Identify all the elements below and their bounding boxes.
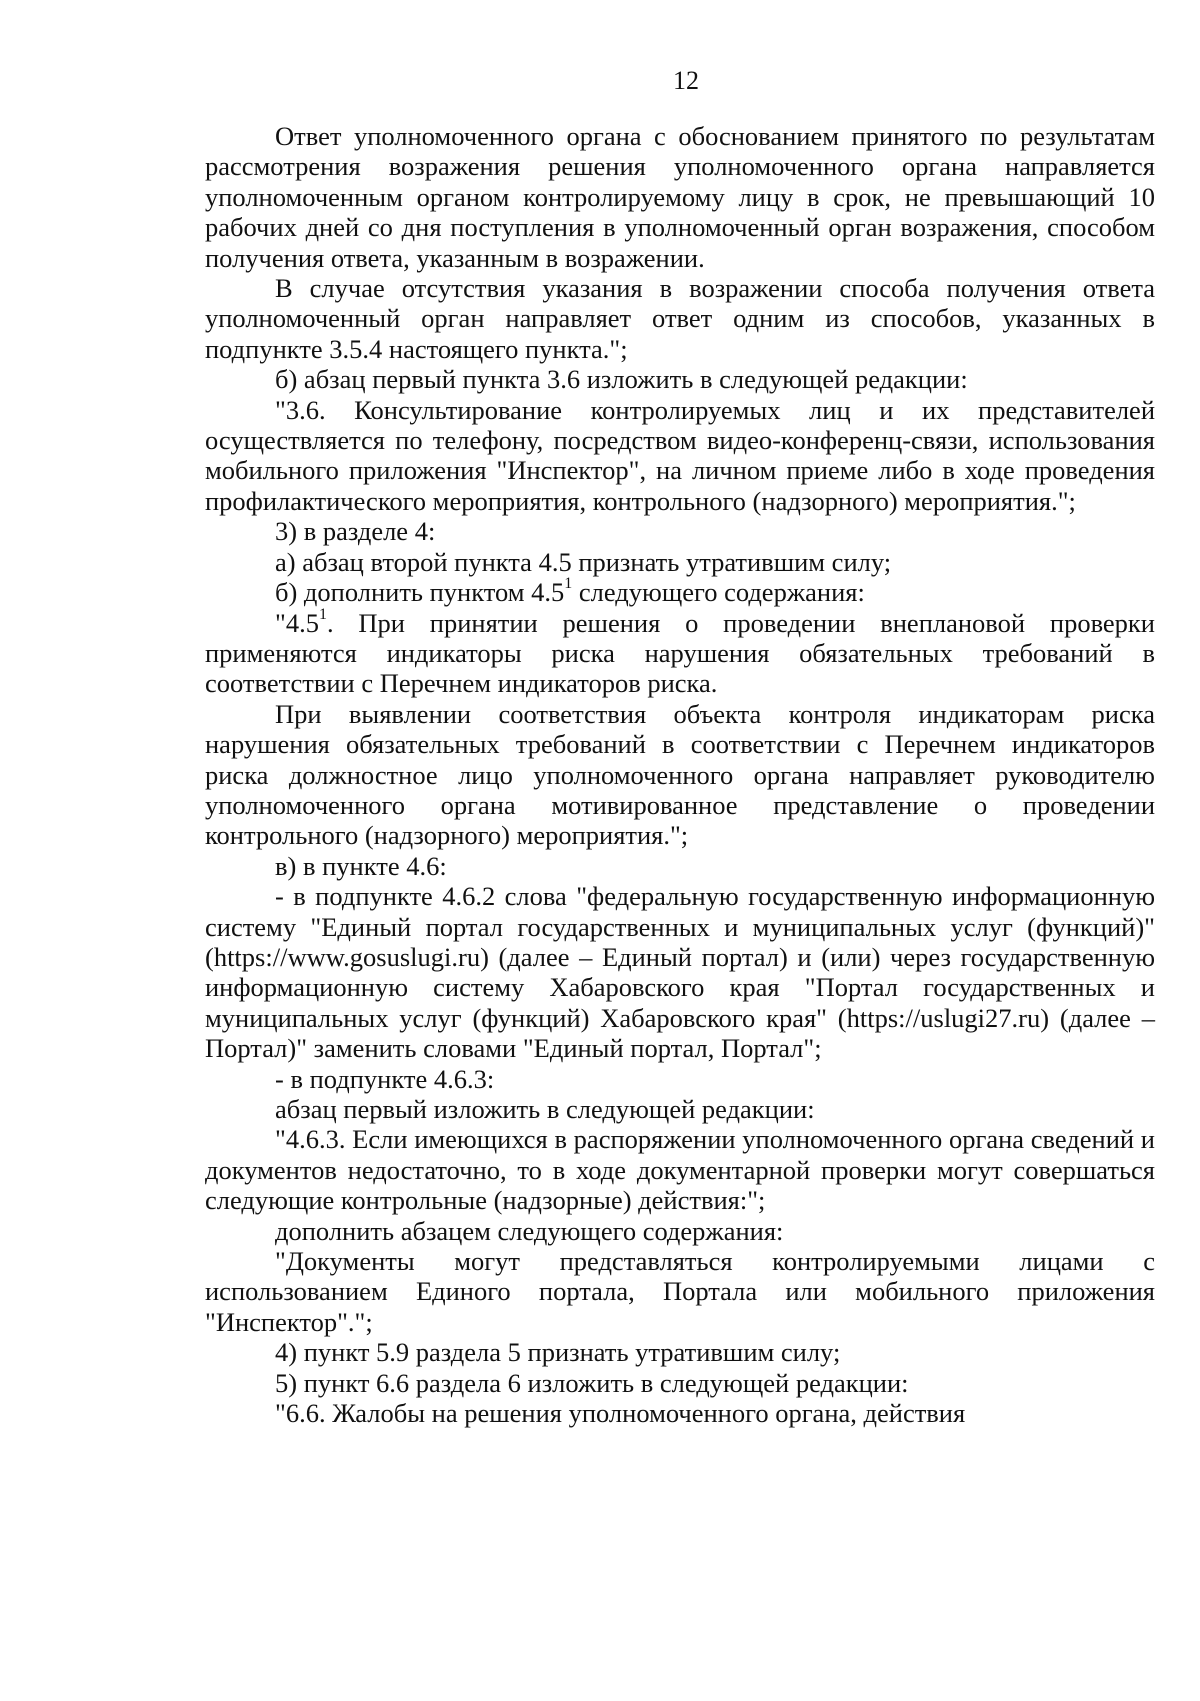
- paragraph: При выявлении соответствия объекта контроля индикаторам риска нарушения обязательных требований в соответствии с Перечнем индикаторов риска должностное лицо уполномоченного органа направляет руководителю уполномоченного органа мотивированное представление о проведении контрольного (надзорного) мероприятия.";: [205, 698, 1155, 851]
- paragraph: [205, 605, 1155, 699]
- paragraph: 5) пункт 6.6 раздела 6 изложить в следующей редакции:: [275, 1367, 909, 1398]
- paragraph: а) абзац второй пункта 4.5 признать утратившим силу;: [275, 546, 892, 577]
- paragraph-text: б) дополнить пунктом 4.5: [275, 577, 565, 608]
- paragraph: абзац первый изложить в следующей редакции:: [275, 1094, 815, 1124]
- paragraph: Ответ уполномоченного органа с обоснованием принятого по результатам рассмотрения возражения решения уполномоченного органа направляется уполномоченным органом контролируемому лицу в срок, не превышающий 10 рабочих дней со дня поступления в уполномоченный орган возражения, способом получения ответа, указанным в возражении.: [205, 121, 1155, 273]
- paragraph: "4.6.3. Если имеющихся в распоряжении уполномоченного органа сведений и документов недостаточно, то в ходе документарной проверки могут совершаться следующие контрольные (надзорные) действия:";: [205, 1124, 1155, 1216]
- paragraph-text: "4.5: [275, 607, 319, 638]
- paragraph: - в подпункте 4.6.2 слова "федеральную государственную информационную систему "Единый портал государственных и муниципальных услуг (функций)" (https://www.gosuslugi.ru) (далее – Единый портал) и (или) через государственную информационную систему Хабаровского края "Портал государственных и муниципальных услуг (функций) Хабаровского края" (https://uslugi27.ru) (далее – Портал)" заменить словами "Единый портал, Портал";: [205, 881, 1155, 1064]
- paragraph: дополнить абзацем следующего содержания:: [275, 1215, 784, 1246]
- paragraph: "Документы могут представляться контролируемыми лицами с использованием Единого портала, Портала или мобильного приложения "Инспектор".";: [205, 1246, 1155, 1337]
- paragraph: 4) пункт 5.9 раздела 5 признать утратившим силу;: [275, 1337, 841, 1368]
- paragraph: 3) в разделе 4:: [275, 516, 436, 547]
- paragraph: [205, 577, 1155, 607]
- paragraph: - в подпункте 4.6.3:: [275, 1063, 495, 1094]
- page-number: 12: [673, 66, 699, 95]
- paragraph: б) абзац первый пункта 3.6 изложить в следующей редакции:: [275, 364, 968, 395]
- superscript: 1: [564, 575, 573, 593]
- paragraph-text: следующего содержания:: [578, 577, 865, 608]
- paragraph-text: . При принятии решения о проведении внеплановой проверки применяются индикаторы риска нарушения обязательных требований в соответствии с Перечнем индикаторов риска.: [205, 607, 1155, 699]
- document-body: [205, 121, 1155, 1428]
- superscript: 1: [318, 605, 327, 623]
- paragraph: "3.6. Консультирование контролируемых лиц и их представителей осуществляется по телефону, посредством видео-конференц-связи, использования мобильного приложения "Инспектор", на личном приеме либо в ходе проведения профилактического мероприятия, контрольного (надзорного) мероприятия.";: [205, 394, 1155, 516]
- paragraph: В случае отсутствия указания в возражении способа получения ответа уполномоченный орган направляет ответ одним из способов, указанных в подпункте 3.5.4 настоящего пункта.";: [205, 273, 1155, 364]
- paragraph: в) в пункте 4.6:: [275, 850, 447, 881]
- paragraph: "6.6. Жалобы на решения уполномоченного органа, действия: [275, 1398, 966, 1429]
